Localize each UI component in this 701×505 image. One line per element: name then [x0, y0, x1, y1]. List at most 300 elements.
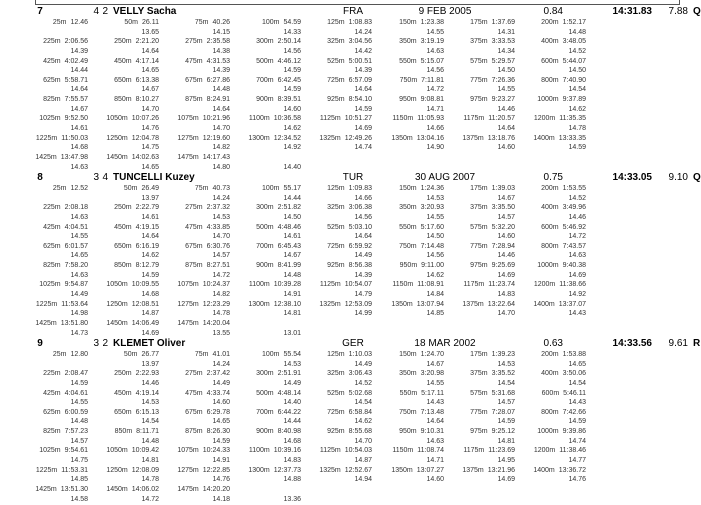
- split-distance: 900m: [256, 262, 274, 270]
- split-cumulative: [160, 204, 230, 211]
- split-cumulative: [374, 262, 444, 269]
- split-lap: 14.62: [568, 105, 586, 113]
- split-cumulative: [160, 428, 230, 435]
- split-lap: 14.64: [426, 418, 444, 426]
- split-time: 9:23.27: [491, 96, 515, 104]
- split-time: 12:38.10: [273, 300, 301, 308]
- split-distance: 150m: [399, 19, 417, 26]
- split-lap: 14.55: [70, 399, 88, 407]
- split-cumulative: [516, 224, 586, 231]
- split-time: 5:17.11: [421, 389, 444, 397]
- split-time: 40.73: [212, 185, 230, 192]
- split-distance: 1000m: [537, 428, 559, 436]
- split-time: 5:00.51: [348, 57, 372, 65]
- entry-heat: 4: [93, 6, 99, 17]
- split-cumulative: [89, 19, 159, 26]
- split-time: 8:40.98: [277, 428, 301, 436]
- split-time: 3:20.93: [420, 204, 444, 212]
- split-distance: 1025m: [39, 447, 61, 455]
- split-time: 4:48.14: [277, 389, 301, 397]
- split-cumulative: [302, 96, 372, 103]
- split-cumulative: [302, 320, 372, 327]
- split-lap: 14.44: [283, 418, 301, 426]
- split-time: 12:22.85: [202, 466, 230, 474]
- split-distance: 1350m: [391, 466, 413, 474]
- split-time: 13:36.72: [558, 466, 586, 474]
- split-cumulative: [374, 204, 444, 211]
- split-lap: 14.49: [354, 252, 372, 260]
- split-lap: 14.59: [283, 86, 301, 94]
- split-time: 2:08.47: [64, 370, 88, 378]
- split-cumulative: [302, 135, 372, 142]
- split-distance: 1150m: [392, 115, 414, 123]
- split-lap: 14.57: [497, 213, 515, 221]
- split-cumulative: [374, 224, 444, 231]
- split-distance: 75m: [194, 351, 209, 358]
- split-lap: 13.97: [141, 360, 159, 368]
- split-lap: 14.39: [354, 67, 372, 75]
- split-distance: 100m: [261, 351, 280, 358]
- split-distance: 600m: [541, 223, 559, 231]
- split-lap: 14.31: [497, 28, 515, 36]
- split-cumulative: [231, 115, 301, 122]
- split-lap: 14.54: [568, 379, 586, 387]
- split-time: 3:35.50: [491, 204, 515, 212]
- split-lap: 14.50: [283, 213, 301, 221]
- split-time: 3:50.06: [562, 370, 586, 378]
- split-row: [0, 233, 700, 243]
- cumulative-row: [0, 154, 700, 164]
- split-time: 5:15.07: [420, 57, 444, 65]
- entry-time: 14:33.05: [612, 172, 652, 183]
- split-lap: 14.55: [497, 86, 515, 94]
- split-time: 7:11.81: [421, 76, 444, 84]
- split-time: 3:19.19: [420, 38, 444, 46]
- split-distance: 50m: [124, 19, 138, 26]
- split-lap: 14.56: [354, 213, 372, 221]
- split-cumulative: [516, 96, 586, 103]
- split-time: 8:24.91: [206, 96, 230, 104]
- split-lap: 14.79: [354, 291, 372, 299]
- split-distance: 1450m: [106, 319, 128, 327]
- split-time: 8:55.68: [348, 428, 372, 436]
- split-distance: 250m: [114, 370, 132, 378]
- split-cumulative: [89, 370, 159, 377]
- split-time: 1:09.83: [348, 185, 372, 192]
- split-distance: 425m: [43, 389, 61, 397]
- split-cumulative: [89, 301, 159, 308]
- split-distance: 725m: [327, 408, 345, 416]
- split-lap: 14.59: [354, 105, 372, 113]
- split-time: 10:39.28: [273, 281, 301, 289]
- split-time: 11:23.69: [488, 447, 515, 455]
- split-distance: 1125m: [319, 115, 341, 123]
- split-lap: 14.62: [141, 252, 159, 260]
- split-table: [0, 19, 700, 173]
- split-time: 11:38.66: [559, 281, 586, 289]
- split-lap: 14.15: [212, 28, 230, 36]
- split-cumulative: [374, 390, 444, 397]
- split-time: 4:19.15: [135, 223, 159, 231]
- entry-lane: 4: [102, 172, 108, 183]
- split-cumulative: [445, 262, 515, 269]
- split-lap: 14.66: [426, 125, 444, 133]
- split-distance: 1275m: [177, 134, 199, 142]
- split-time: 5:46.11: [563, 389, 586, 397]
- split-lap: 13.97: [141, 194, 159, 202]
- cumulative-row: [0, 467, 700, 477]
- split-lap: 14.63: [426, 47, 444, 55]
- split-distance: 300m: [256, 38, 274, 46]
- split-time: 4:46.12: [277, 57, 301, 65]
- split-cumulative: [18, 262, 88, 269]
- split-cumulative: [89, 96, 159, 103]
- split-distance: 875m: [185, 96, 203, 104]
- split-distance: 1200m: [533, 281, 556, 289]
- split-lap: 14.82: [212, 144, 230, 152]
- split-cumulative: [445, 486, 515, 493]
- split-cumulative: [445, 135, 515, 142]
- split-cumulative: [231, 204, 301, 211]
- split-time: 41.01: [212, 351, 230, 358]
- split-distance: 775m: [470, 76, 488, 84]
- split-time: 6:59.92: [348, 242, 372, 250]
- split-lap: 14.92: [568, 291, 586, 299]
- split-lap: 14.67: [283, 252, 301, 260]
- split-distance: 725m: [327, 76, 345, 84]
- split-time: 14:02.63: [131, 153, 159, 161]
- split-lap: 14.76: [141, 125, 159, 133]
- entry-lane: 2: [102, 338, 108, 349]
- entry-reaction: 0.63: [543, 338, 563, 349]
- split-time: 14:17.43: [202, 153, 230, 161]
- split-cumulative: [516, 185, 586, 192]
- split-time: 2:08.18: [64, 204, 88, 212]
- split-time: 13:07.94: [416, 300, 444, 308]
- split-cumulative: [231, 77, 301, 84]
- split-cumulative: [160, 224, 230, 231]
- split-cumulative: [374, 38, 444, 45]
- split-time: 6:45.43: [277, 242, 301, 250]
- split-lap: 13.01: [283, 329, 301, 337]
- split-lap: 14.59: [568, 418, 586, 426]
- split-cumulative: [89, 58, 159, 65]
- split-cumulative: [231, 409, 301, 416]
- entry-header: [0, 5, 700, 19]
- split-cumulative: [231, 447, 301, 454]
- split-distance: 325m: [327, 38, 345, 46]
- split-lap: 14.70: [141, 105, 159, 113]
- split-distance: 1075m: [177, 115, 199, 123]
- split-lap: 14.46: [497, 252, 515, 260]
- split-distance: 1200m: [533, 447, 556, 455]
- split-lap: 14.39: [70, 47, 88, 55]
- split-lap: 14.82: [212, 291, 230, 299]
- split-lap: 14.55: [70, 233, 88, 241]
- split-cumulative: [516, 135, 586, 142]
- split-time: 1:23.38: [420, 19, 444, 26]
- split-lap: 14.63: [70, 271, 88, 279]
- split-time: 13:37.07: [558, 300, 586, 308]
- split-distance: 600m: [541, 57, 559, 65]
- split-time: 13:33.35: [558, 134, 586, 142]
- split-time: 7:58.20: [64, 262, 88, 270]
- split-cumulative: [231, 281, 301, 288]
- split-time: 1:53.88: [562, 351, 586, 358]
- split-distance: 675m: [185, 76, 203, 84]
- split-lap: 14.61: [70, 125, 88, 133]
- split-time: 12:53.09: [344, 300, 372, 308]
- split-time: 1:52.17: [562, 19, 586, 26]
- split-cumulative: [516, 320, 586, 327]
- split-distance: 1450m: [106, 485, 128, 493]
- split-time: 9:37.89: [562, 96, 586, 104]
- split-row: [0, 272, 700, 282]
- split-lap: 14.59: [141, 271, 159, 279]
- split-cumulative: [445, 281, 515, 288]
- entry-header: [0, 337, 700, 351]
- split-time: 13:07.27: [416, 466, 444, 474]
- split-time: 5:46.92: [562, 223, 586, 231]
- split-cumulative: [445, 19, 515, 26]
- split-cumulative: [445, 96, 515, 103]
- split-cumulative: [374, 409, 444, 416]
- split-time: 4:33.85: [206, 223, 230, 231]
- split-lap: 14.71: [426, 105, 444, 113]
- split-cumulative: [89, 185, 159, 192]
- split-lap: 14.49: [283, 379, 301, 387]
- split-lap: 14.60: [497, 144, 515, 152]
- entry-rank: 9: [37, 338, 43, 349]
- split-distance: 375m: [470, 204, 488, 212]
- split-cumulative: [89, 135, 159, 142]
- split-cumulative: [374, 115, 444, 122]
- split-row: [0, 399, 700, 409]
- split-cumulative: [89, 38, 159, 45]
- split-distance: 1025m: [39, 115, 61, 123]
- split-cumulative: [516, 58, 586, 65]
- split-cumulative: [445, 77, 515, 84]
- split-lap: 14.53: [426, 194, 444, 202]
- split-distance: 1475m: [177, 485, 199, 493]
- split-distance: 750m: [399, 76, 418, 84]
- split-cumulative: [302, 243, 372, 250]
- split-cumulative: [516, 447, 586, 454]
- split-time: 14:06.02: [131, 485, 159, 493]
- split-cumulative: [18, 409, 88, 416]
- split-distance: 1050m: [106, 281, 128, 289]
- split-cumulative: [160, 19, 230, 26]
- result-entry: [0, 171, 700, 339]
- split-time: 5:31.68: [491, 389, 515, 397]
- split-lap: 14.63: [426, 437, 444, 445]
- split-lap: 14.57: [212, 252, 230, 260]
- split-lap: 14.75: [70, 457, 88, 465]
- split-time: 9:52.50: [64, 115, 88, 123]
- split-lap: 14.94: [354, 476, 372, 484]
- entry-header: [0, 171, 700, 185]
- split-lap: 14.69: [568, 271, 586, 279]
- split-cumulative: [302, 486, 372, 493]
- split-lap: 14.39: [354, 271, 372, 279]
- split-lap: 14.87: [354, 457, 372, 465]
- split-lap: 14.87: [141, 310, 159, 318]
- split-distance: 1400m: [533, 134, 555, 142]
- split-lap: 14.56: [283, 47, 301, 55]
- split-distance: 775m: [470, 408, 488, 416]
- split-distance: 1150m: [392, 447, 414, 455]
- split-row: [0, 125, 700, 135]
- split-distance: 400m: [541, 38, 559, 46]
- split-time: 8:39.51: [277, 96, 301, 104]
- split-lap: 14.61: [141, 213, 159, 221]
- split-distance: 1300m: [248, 466, 270, 474]
- split-cumulative: [231, 185, 301, 192]
- split-distance: 700m: [256, 408, 274, 416]
- split-time: 14:06.49: [131, 319, 159, 327]
- split-cumulative: [89, 428, 159, 435]
- split-lap: 14.64: [497, 125, 515, 133]
- split-distance: 325m: [327, 204, 345, 212]
- cumulative-row: [0, 390, 700, 400]
- entry-nat: FRA: [343, 6, 363, 17]
- split-row: [0, 496, 700, 505]
- split-lap: 14.63: [70, 163, 88, 171]
- split-time: 11:05.93: [417, 115, 444, 123]
- split-cumulative: [18, 351, 88, 358]
- split-time: 3:35.52: [491, 370, 515, 378]
- split-distance: 1325m: [319, 466, 341, 474]
- entry-behind: 9.10: [668, 172, 688, 183]
- split-lap: 14.58: [70, 495, 88, 503]
- split-time: 1:39.23: [491, 351, 515, 358]
- split-time: 2:22.93: [135, 370, 159, 378]
- split-distance: 150m: [399, 351, 417, 358]
- split-distance: 100m: [261, 19, 280, 26]
- split-cumulative: [445, 447, 515, 454]
- split-distance: 1050m: [106, 115, 128, 123]
- split-lap: 14.46: [568, 213, 586, 221]
- split-lap: 14.90: [426, 144, 444, 152]
- split-distance: 1175m: [463, 281, 485, 289]
- split-time: 12:49.26: [344, 134, 372, 142]
- split-lap: 14.24: [212, 194, 230, 202]
- split-lap: 14.60: [283, 105, 301, 113]
- entry-qual: Q: [693, 172, 701, 183]
- split-distance: 400m: [541, 370, 559, 378]
- split-distance: 1475m: [177, 319, 199, 327]
- split-time: 12:08.51: [131, 300, 159, 308]
- split-lap: 14.53: [141, 399, 159, 407]
- split-lap: 14.52: [354, 379, 372, 387]
- split-cumulative: [89, 224, 159, 231]
- split-time: 11:20.57: [488, 115, 515, 123]
- split-lap: 14.81: [141, 457, 159, 465]
- split-lap: 14.52: [568, 194, 586, 202]
- split-distance: 825m: [43, 262, 61, 270]
- split-cumulative: [160, 38, 230, 45]
- split-lap: 14.54: [568, 86, 586, 94]
- split-lap: 14.59: [497, 418, 515, 426]
- split-lap: 14.52: [568, 47, 586, 55]
- split-time: 13:51.80: [60, 319, 88, 327]
- split-distance: 925m: [327, 428, 345, 436]
- split-distance: 200m: [541, 185, 559, 192]
- split-lap: 14.24: [212, 360, 230, 368]
- split-distance: 850m: [114, 262, 132, 270]
- split-cumulative: [302, 351, 372, 358]
- split-distance: 1075m: [177, 281, 199, 289]
- split-cumulative: [18, 320, 88, 327]
- cumulative-row: [0, 281, 700, 291]
- split-lap: 14.81: [497, 437, 515, 445]
- split-cumulative: [231, 224, 301, 231]
- split-time: 6:15.13: [135, 408, 159, 416]
- split-distance: 1425m: [35, 485, 57, 493]
- split-lap: 14.72: [212, 271, 230, 279]
- split-time: 6:27.86: [206, 76, 230, 84]
- split-cumulative: [18, 204, 88, 211]
- split-lap: 14.59: [283, 67, 301, 75]
- entry-time: 14:31.83: [612, 6, 652, 17]
- split-distance: 1000m: [537, 96, 559, 104]
- split-cumulative: [302, 409, 372, 416]
- entry-reaction: 0.84: [543, 6, 563, 17]
- split-cumulative: [89, 320, 159, 327]
- cumulative-row: [0, 351, 700, 361]
- split-row: [0, 144, 700, 154]
- entry-nat: GER: [342, 338, 364, 349]
- split-distance: 425m: [43, 57, 61, 65]
- split-cumulative: [302, 185, 372, 192]
- split-time: 11:53.31: [61, 466, 88, 474]
- split-time: 7:43.57: [562, 242, 586, 250]
- split-cumulative: [18, 224, 88, 231]
- split-lap: 14.48: [283, 271, 301, 279]
- split-time: 4:48.46: [277, 223, 301, 231]
- split-distance: 175m: [470, 19, 488, 26]
- split-cumulative: [374, 58, 444, 65]
- split-time: 3:20.98: [420, 370, 444, 378]
- entry-name: VELLY Sacha: [113, 6, 177, 17]
- split-time: 10:21.96: [202, 115, 230, 123]
- split-lap: 14.33: [283, 28, 301, 36]
- split-lap: 14.66: [354, 194, 372, 202]
- split-cumulative: [160, 486, 230, 493]
- split-lap: 14.77: [568, 457, 586, 465]
- split-time: 4:04.51: [64, 223, 88, 231]
- split-table: [0, 185, 700, 339]
- split-lap: 14.50: [568, 67, 586, 75]
- split-cumulative: [445, 204, 515, 211]
- split-distance: 625m: [43, 76, 61, 84]
- split-lap: 14.75: [141, 144, 159, 152]
- split-distance: 1275m: [177, 466, 199, 474]
- split-distance: 50m: [123, 185, 138, 192]
- split-distance: 600m: [541, 389, 560, 397]
- split-distance: 1250m: [106, 466, 128, 474]
- split-distance: 1350m: [391, 300, 413, 308]
- split-distance: 1425m: [35, 319, 57, 327]
- split-lap: 14.48: [568, 28, 586, 36]
- entry-rank: 7: [37, 6, 43, 17]
- split-cumulative: [516, 351, 586, 358]
- split-cumulative: [18, 370, 88, 377]
- split-lap: 14.53: [212, 213, 230, 221]
- split-lap: 14.67: [497, 194, 515, 202]
- split-cumulative: [160, 351, 230, 358]
- split-lap: 14.56: [426, 252, 444, 260]
